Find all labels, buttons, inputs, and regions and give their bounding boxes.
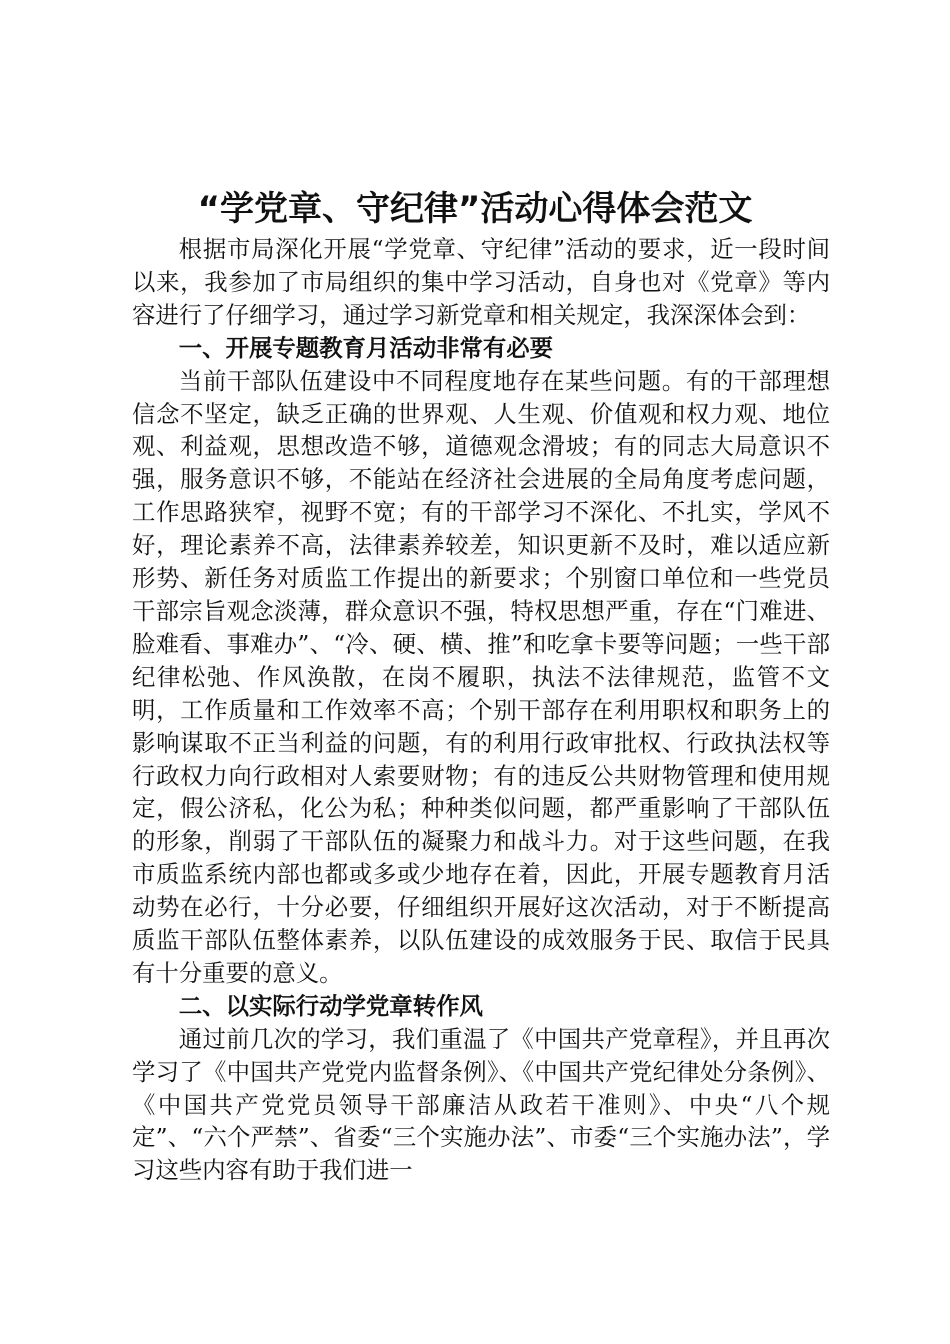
section-1-heading: 一、开展专题教育月活动非常有必要 (178, 333, 554, 362)
section-1-paragraph: 当前干部队伍建设中不同程度地存在某些问题。有的干部理想信念不坚定，缺乏正确的世界观、人生观、价值观和权力观、地位观、利益观，思想改造不够，道德观念滑坡；有的同志大局意识不强，服务意识不够，不能站在经济社会进展的全局角度考虑问题，工作思路狭窄，视野不宽；有的干部学习不深化、不扎实，学风不好，理论素养不高，法律素养较差，知识更新不及时，难以适应新形势、新任务对质监工作提出的新要求；个别窗口单位和一些党员干部宗旨观念淡薄，群众意识不强，特权思想严重，存在“门难进、脸难看、事难办”、“冷、硬、横、推”和吃拿卡要等问题；一些干部纪律松弛、作风涣散，在岗不履职，执法不法律规范，监管不文明，工作质量和工作效率不高；个别干部存在利用职权和职务上的影响谋取不正当利益的问题，有的利用行政审批权、行政执法权等行政权力向行政相对人索要财物；有的违反公共财物管理和使用规定，假公济私，化公为私；种种类似问题，都严重影响了干部队伍的形象，削弱了干部队伍的凝聚力和战斗力。对于这些问题，在我市质监系统内部也都或多或少地存在着，因此，开展专题教育月活动势在必行，十分必要，仔细组织开展好这次活动，对于不断提高质监干部队伍整体素养，以队伍建设的成效服务于民、取信于民具有十分重要的意义。 (132, 366, 830, 987)
section-2-paragraph: 通过前几次的学习，我们重温了《中国共产党章程》，并且再次学习了《中国共产党党内监督条例》、《中国共产党纪律处分条例》、《中国共产党党员领导干部廉洁从政若干准则》、中央“八个规定”、“六个严禁”、省委“三个实施办法”、市委“三个实施办法”，学习这些内容有助于我们进一 (132, 1024, 830, 1185)
document-body (132, 233, 830, 1187)
section-2-heading: 二、以实际行动学党章转作风 (178, 991, 483, 1020)
document-title: “学党章、守纪律”活动心得体会范文 (197, 189, 753, 229)
intro-paragraph: 根据市局深化开展“学党章、守纪律”活动的要求，近一段时间以来，我参加了市局组织的集中学习活动，自身也对《党章》等内容进行了仔细学习，通过学习新党章和相关规定，我深深体会到： (132, 235, 830, 329)
